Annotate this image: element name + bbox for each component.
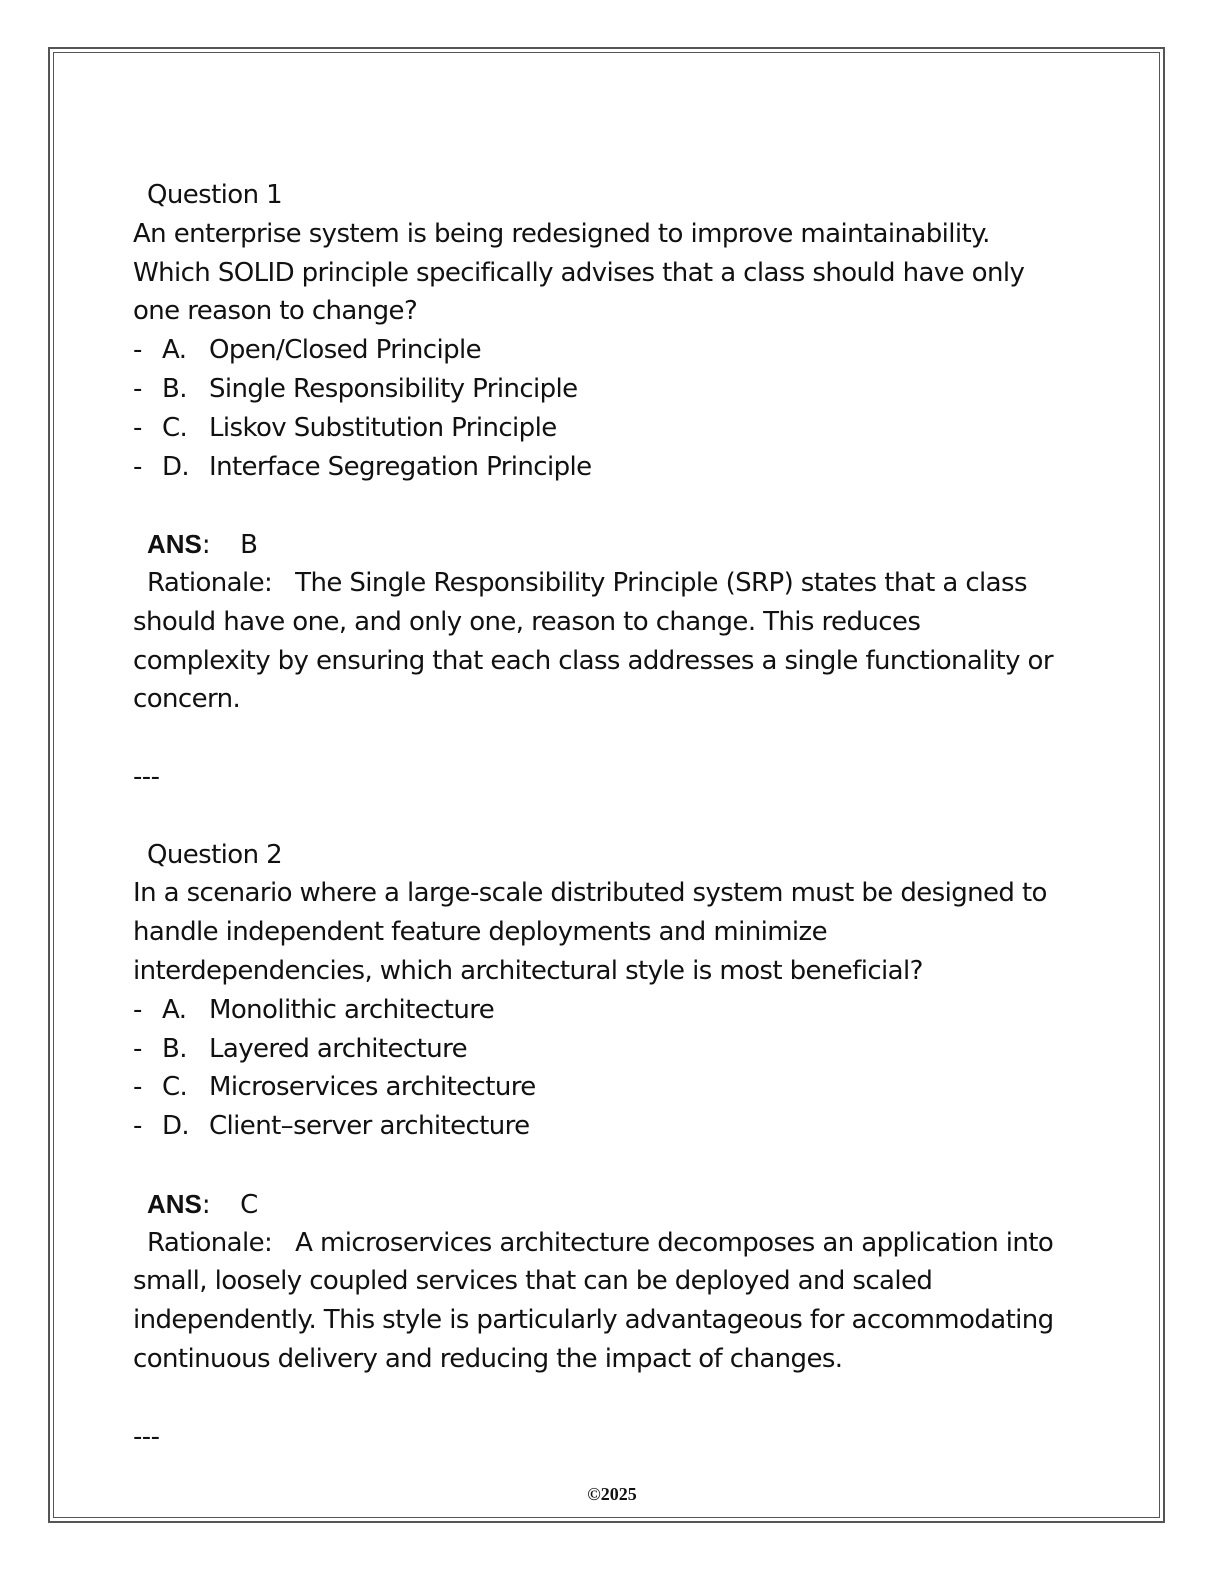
option-letter: A.	[162, 335, 187, 366]
option-letter: D.	[162, 451, 190, 482]
option-dash: -	[133, 1072, 142, 1103]
document-body	[133, 176, 1093, 1456]
option-letter: B.	[162, 373, 187, 404]
option-dash: -	[133, 994, 142, 1025]
answer-option	[133, 1068, 1093, 1107]
answer-option	[133, 331, 1093, 370]
spacer	[133, 797, 1093, 836]
copyright-footer: ©2025	[587, 1484, 637, 1504]
option-text: Single Responsibility Principle	[209, 373, 578, 404]
rationale-label: Rationale:	[147, 567, 273, 598]
option-dash: -	[133, 1033, 142, 1064]
option-text: Layered architecture	[209, 1033, 468, 1064]
answer-option	[133, 409, 1093, 448]
separator: ---	[133, 1421, 160, 1452]
option-text: Open/Closed Principle	[209, 335, 482, 366]
option-text: Client–server architecture	[209, 1111, 530, 1142]
option-text: Monolithic architecture	[209, 994, 495, 1025]
question-heading: Question 1	[147, 180, 283, 210]
question-stem-line: In a scenario where a large-scale distributed system must be designed to	[133, 878, 1047, 909]
spacer	[133, 1379, 1093, 1418]
option-text: Liskov Substitution Principle	[209, 412, 557, 443]
rationale-text-line: should have one, and only one, reason to change. This reduces	[133, 606, 921, 637]
option-letter: B.	[162, 1033, 187, 1064]
rationale-text-line: concern.	[133, 684, 241, 715]
option-dash: -	[133, 373, 142, 404]
option-dash: -	[133, 335, 142, 366]
rationale-line	[133, 1224, 1093, 1263]
rationale-label: Rationale:	[147, 1227, 273, 1258]
spacer	[133, 719, 1093, 758]
answer-option	[133, 991, 1093, 1030]
question-block	[133, 836, 1093, 1457]
question-block	[133, 176, 1093, 836]
rationale-text-line: small, loosely coupled services that can be deployed and scaled	[133, 1266, 933, 1297]
option-letter: C.	[162, 1072, 188, 1103]
option-dash: -	[133, 412, 142, 443]
answer-value: B	[240, 530, 258, 561]
ans-label: ANS	[147, 529, 202, 560]
option-letter: D.	[162, 1111, 190, 1142]
spacer	[133, 1146, 1093, 1185]
option-text: Interface Segregation Principle	[209, 451, 592, 482]
answer-value: C	[240, 1189, 258, 1220]
answer-option	[133, 370, 1093, 409]
option-letter: A.	[162, 994, 187, 1025]
answer-line: ANS: B	[147, 529, 258, 561]
spacer	[133, 486, 1093, 525]
option-dash: -	[133, 1111, 142, 1142]
ans-label: ANS	[147, 1188, 202, 1219]
answer-option	[133, 1030, 1093, 1069]
separator: ---	[133, 761, 160, 792]
question-stem-line: interdependencies, which architectural style is most beneficial?	[133, 955, 923, 986]
question-stem-line: handle independent feature deployments and minimize	[133, 917, 827, 948]
question-stem-line: An enterprise system is being redesigned to improve maintainability.	[133, 218, 990, 249]
answer-option	[133, 448, 1093, 487]
rationale-text: A microservices architecture decomposes an application into	[295, 1227, 1054, 1258]
rationale-line	[133, 564, 1093, 603]
rationale-text: The Single Responsibility Principle (SRP) states that a class	[295, 567, 1027, 598]
option-letter: C.	[162, 412, 188, 443]
rationale-text-line: continuous delivery and reducing the impact of changes.	[133, 1343, 843, 1374]
rationale-text-line: independently. This style is particularly advantageous for accommodating	[133, 1305, 1054, 1336]
option-text: Microservices architecture	[209, 1072, 536, 1103]
rationale-text-line: complexity by ensuring that each class addresses a single functionality or	[133, 645, 1053, 676]
option-dash: -	[133, 451, 142, 482]
question-stem-line: one reason to change?	[133, 296, 418, 327]
question-stem-line: Which SOLID principle specifically advises that a class should have only	[133, 257, 1025, 288]
answer-option	[133, 1107, 1093, 1146]
question-heading: Question 2	[147, 839, 283, 870]
answer-line: ANS: C	[147, 1188, 258, 1220]
